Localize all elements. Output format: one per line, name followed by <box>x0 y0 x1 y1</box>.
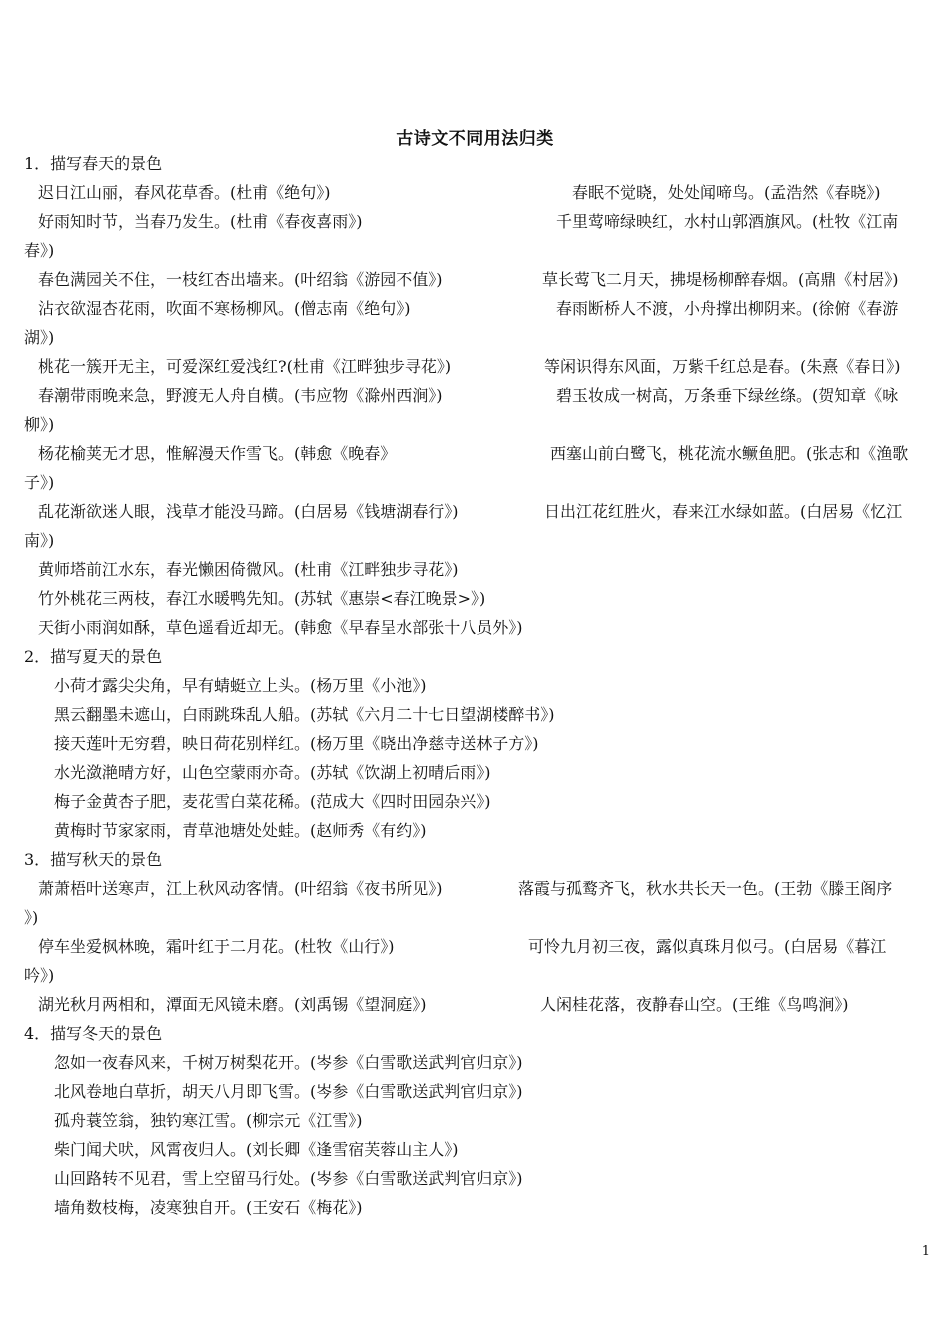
poem-line-left: 春色满园关不住，一枝红杏出墙来。(叶绍翁《游园不值》) <box>38 270 443 289</box>
poem-line-left: 杨花榆荚无才思，惟解漫天作雪飞。(韩愈《晚春》 <box>38 444 397 463</box>
poem-line: 黄师塔前江水东，春光懒困倚微风。(杜甫《江畔独步寻花》) <box>38 560 459 579</box>
document-title: 古诗文不同用法归类 <box>396 129 554 149</box>
poem-line-continuation: 》) <box>24 908 39 927</box>
poem-row <box>24 381 928 410</box>
poem-row <box>24 990 928 1019</box>
poem-line-right: 人闲桂花落，夜静春山空。(王维《鸟鸣涧》) <box>540 995 849 1014</box>
poem-line-left: 迟日江山丽，春风花草香。(杜甫《绝句》) <box>38 183 331 202</box>
poem-row <box>24 613 928 642</box>
poem-row <box>24 323 928 352</box>
poem-row <box>24 1164 928 1193</box>
poem-line-right: 等闲识得东风面，万紫千红总是春。(朱熹《春日》) <box>544 357 901 376</box>
section-heading: 4．描写冬天的景色 <box>24 1024 163 1043</box>
poem-row <box>24 961 928 990</box>
poem-line-left: 桃花一簇开无主，可爱深红爱浅红?(杜甫《江畔独步寻花》) <box>38 357 452 376</box>
poem-row <box>24 555 928 584</box>
poem-line-continuation: 吟》) <box>24 966 55 985</box>
poem-line-right: 春眠不觉晓，处处闻啼鸟。(孟浩然《春晓》) <box>572 183 881 202</box>
poem-row <box>24 671 928 700</box>
poem-line: 墙角数枝梅，凌寒独自开。(王安石《梅花》) <box>38 1198 363 1217</box>
poem-line: 山回路转不见君，雪上空留马行处。(岑参《白雪歌送武判官归京》) <box>38 1169 523 1188</box>
poem-line: 水光潋滟晴方好，山色空蒙雨亦奇。(苏轼《饮湖上初晴后雨》) <box>38 763 491 782</box>
poem-row <box>24 410 928 439</box>
poem-line: 黑云翻墨未遮山，白雨跳珠乱人船。(苏轼《六月二十七日望湖楼醉书》) <box>38 705 555 724</box>
section-heading: 3．描写秋天的景色 <box>24 850 163 869</box>
poem-row <box>24 294 928 323</box>
poem-line-left: 萧萧梧叶送寒声，江上秋风动客情。(叶绍翁《夜书所见》) <box>38 879 443 898</box>
poem-row <box>24 729 928 758</box>
poem-line-left: 湖光秋月两相和，潭面无风镜未磨。(刘禹锡《望洞庭》) <box>38 995 427 1014</box>
poem-row <box>24 207 928 236</box>
poem-row <box>24 584 928 613</box>
poem-line-right: 碧玉妆成一树高，万条垂下绿丝绦。(贺知章《咏 <box>556 386 899 405</box>
poem-line-right: 可怜九月初三夜，露似真珠月似弓。(白居易《暮江 <box>528 937 887 956</box>
page-number: 1 <box>921 1244 930 1259</box>
poem-line-right: 春雨断桥人不渡，小舟撑出柳阴来。(徐俯《春游 <box>556 299 899 318</box>
poem-row <box>24 816 928 845</box>
poem-line: 北风卷地白草折，胡天八月即飞雪。(岑参《白雪歌送武判官归京》) <box>38 1082 523 1101</box>
poem-row <box>24 526 928 555</box>
poem-line: 柴门闻犬吠，风霄夜归人。(刘长卿《逢雪宿芙蓉山主人》) <box>38 1140 459 1159</box>
poem-line: 天街小雨润如酥，草色遥看近却无。(韩愈《早春呈水部张十八员外》) <box>38 618 523 637</box>
poem-line-continuation: 春》) <box>24 241 55 260</box>
poem-row <box>24 265 928 294</box>
poem-line-right: 日出江花红胜火，春来江水绿如蓝。(白居易《忆江 <box>544 502 903 521</box>
poem-line: 忽如一夜春风来，千树万树梨花开。(岑参《白雪歌送武判官归京》) <box>38 1053 523 1072</box>
section-heading: 1．描写春天的景色 <box>24 154 163 173</box>
poem-line: 黄梅时节家家雨，青草池塘处处蛙。(赵师秀《有约》) <box>38 821 427 840</box>
poem-line-right: 千里莺啼绿映红，水村山郭酒旗风。(杜牧《江南 <box>556 212 899 231</box>
poem-row <box>24 787 928 816</box>
poem-row <box>24 758 928 787</box>
poem-line-right: 落霞与孤鹜齐飞，秋水共长天一色。(王勃《滕王阁序 <box>518 879 893 898</box>
poem-row <box>24 700 928 729</box>
poem-line: 竹外桃花三两枝，春江水暖鸭先知。(苏轼《惠崇<春江晚景>》) <box>38 589 486 608</box>
poem-line-left: 乱花渐欲迷人眼，浅草才能没马蹄。(白居易《钱塘湖春行》) <box>38 502 459 521</box>
poem-line-continuation: 子》) <box>24 473 55 492</box>
poem-line-left: 好雨知时节，当春乃发生。(杜甫《春夜喜雨》) <box>38 212 363 231</box>
poem-row <box>24 932 928 961</box>
poem-line-left: 沾衣欲湿杏花雨，吹面不寒杨柳风。(僧志南《绝句》) <box>38 299 411 318</box>
section-heading: 2．描写夏天的景色 <box>24 647 163 666</box>
poem-row <box>24 178 928 207</box>
poem-row <box>24 1048 928 1077</box>
poem-line-right: 西塞山前白鹭飞，桃花流水鳜鱼肥。(张志和《渔歌 <box>550 444 909 463</box>
poem-row <box>24 1135 928 1164</box>
poem-line-continuation: 柳》) <box>24 415 55 434</box>
poem-row <box>24 468 928 497</box>
poem-line: 小荷才露尖尖角，早有蜻蜓立上头。(杨万里《小池》) <box>38 676 427 695</box>
poem-line: 孤舟蓑笠翁，独钓寒江雪。(柳宗元《江雪》) <box>38 1111 363 1130</box>
poem-line-left: 停车坐爱枫林晚，霜叶红于二月花。(杜牧《山行》) <box>38 937 395 956</box>
poem-row <box>24 497 928 526</box>
poem-row <box>24 236 928 265</box>
poem-row <box>24 903 928 932</box>
poem-line-continuation: 南》) <box>24 531 55 550</box>
document-body <box>24 149 928 1222</box>
poem-line-continuation: 湖》) <box>24 328 55 347</box>
poem-line-right: 草长莺飞二月天，拂堤杨柳醉春烟。(高鼎《村居》) <box>542 270 899 289</box>
poem-line-left: 春潮带雨晚来急，野渡无人舟自横。(韦应物《滁州西涧》) <box>38 386 443 405</box>
poem-row <box>24 1077 928 1106</box>
poem-line: 接天莲叶无穷碧，映日荷花别样红。(杨万里《晓出净慈寺送林子方》) <box>38 734 539 753</box>
poem-row <box>24 1106 928 1135</box>
poem-line: 梅子金黄杏子肥，麦花雪白菜花稀。(范成大《四时田园杂兴》) <box>38 792 491 811</box>
poem-row <box>24 352 928 381</box>
poem-row <box>24 1193 928 1222</box>
poem-row <box>24 439 928 468</box>
poem-row <box>24 874 928 903</box>
